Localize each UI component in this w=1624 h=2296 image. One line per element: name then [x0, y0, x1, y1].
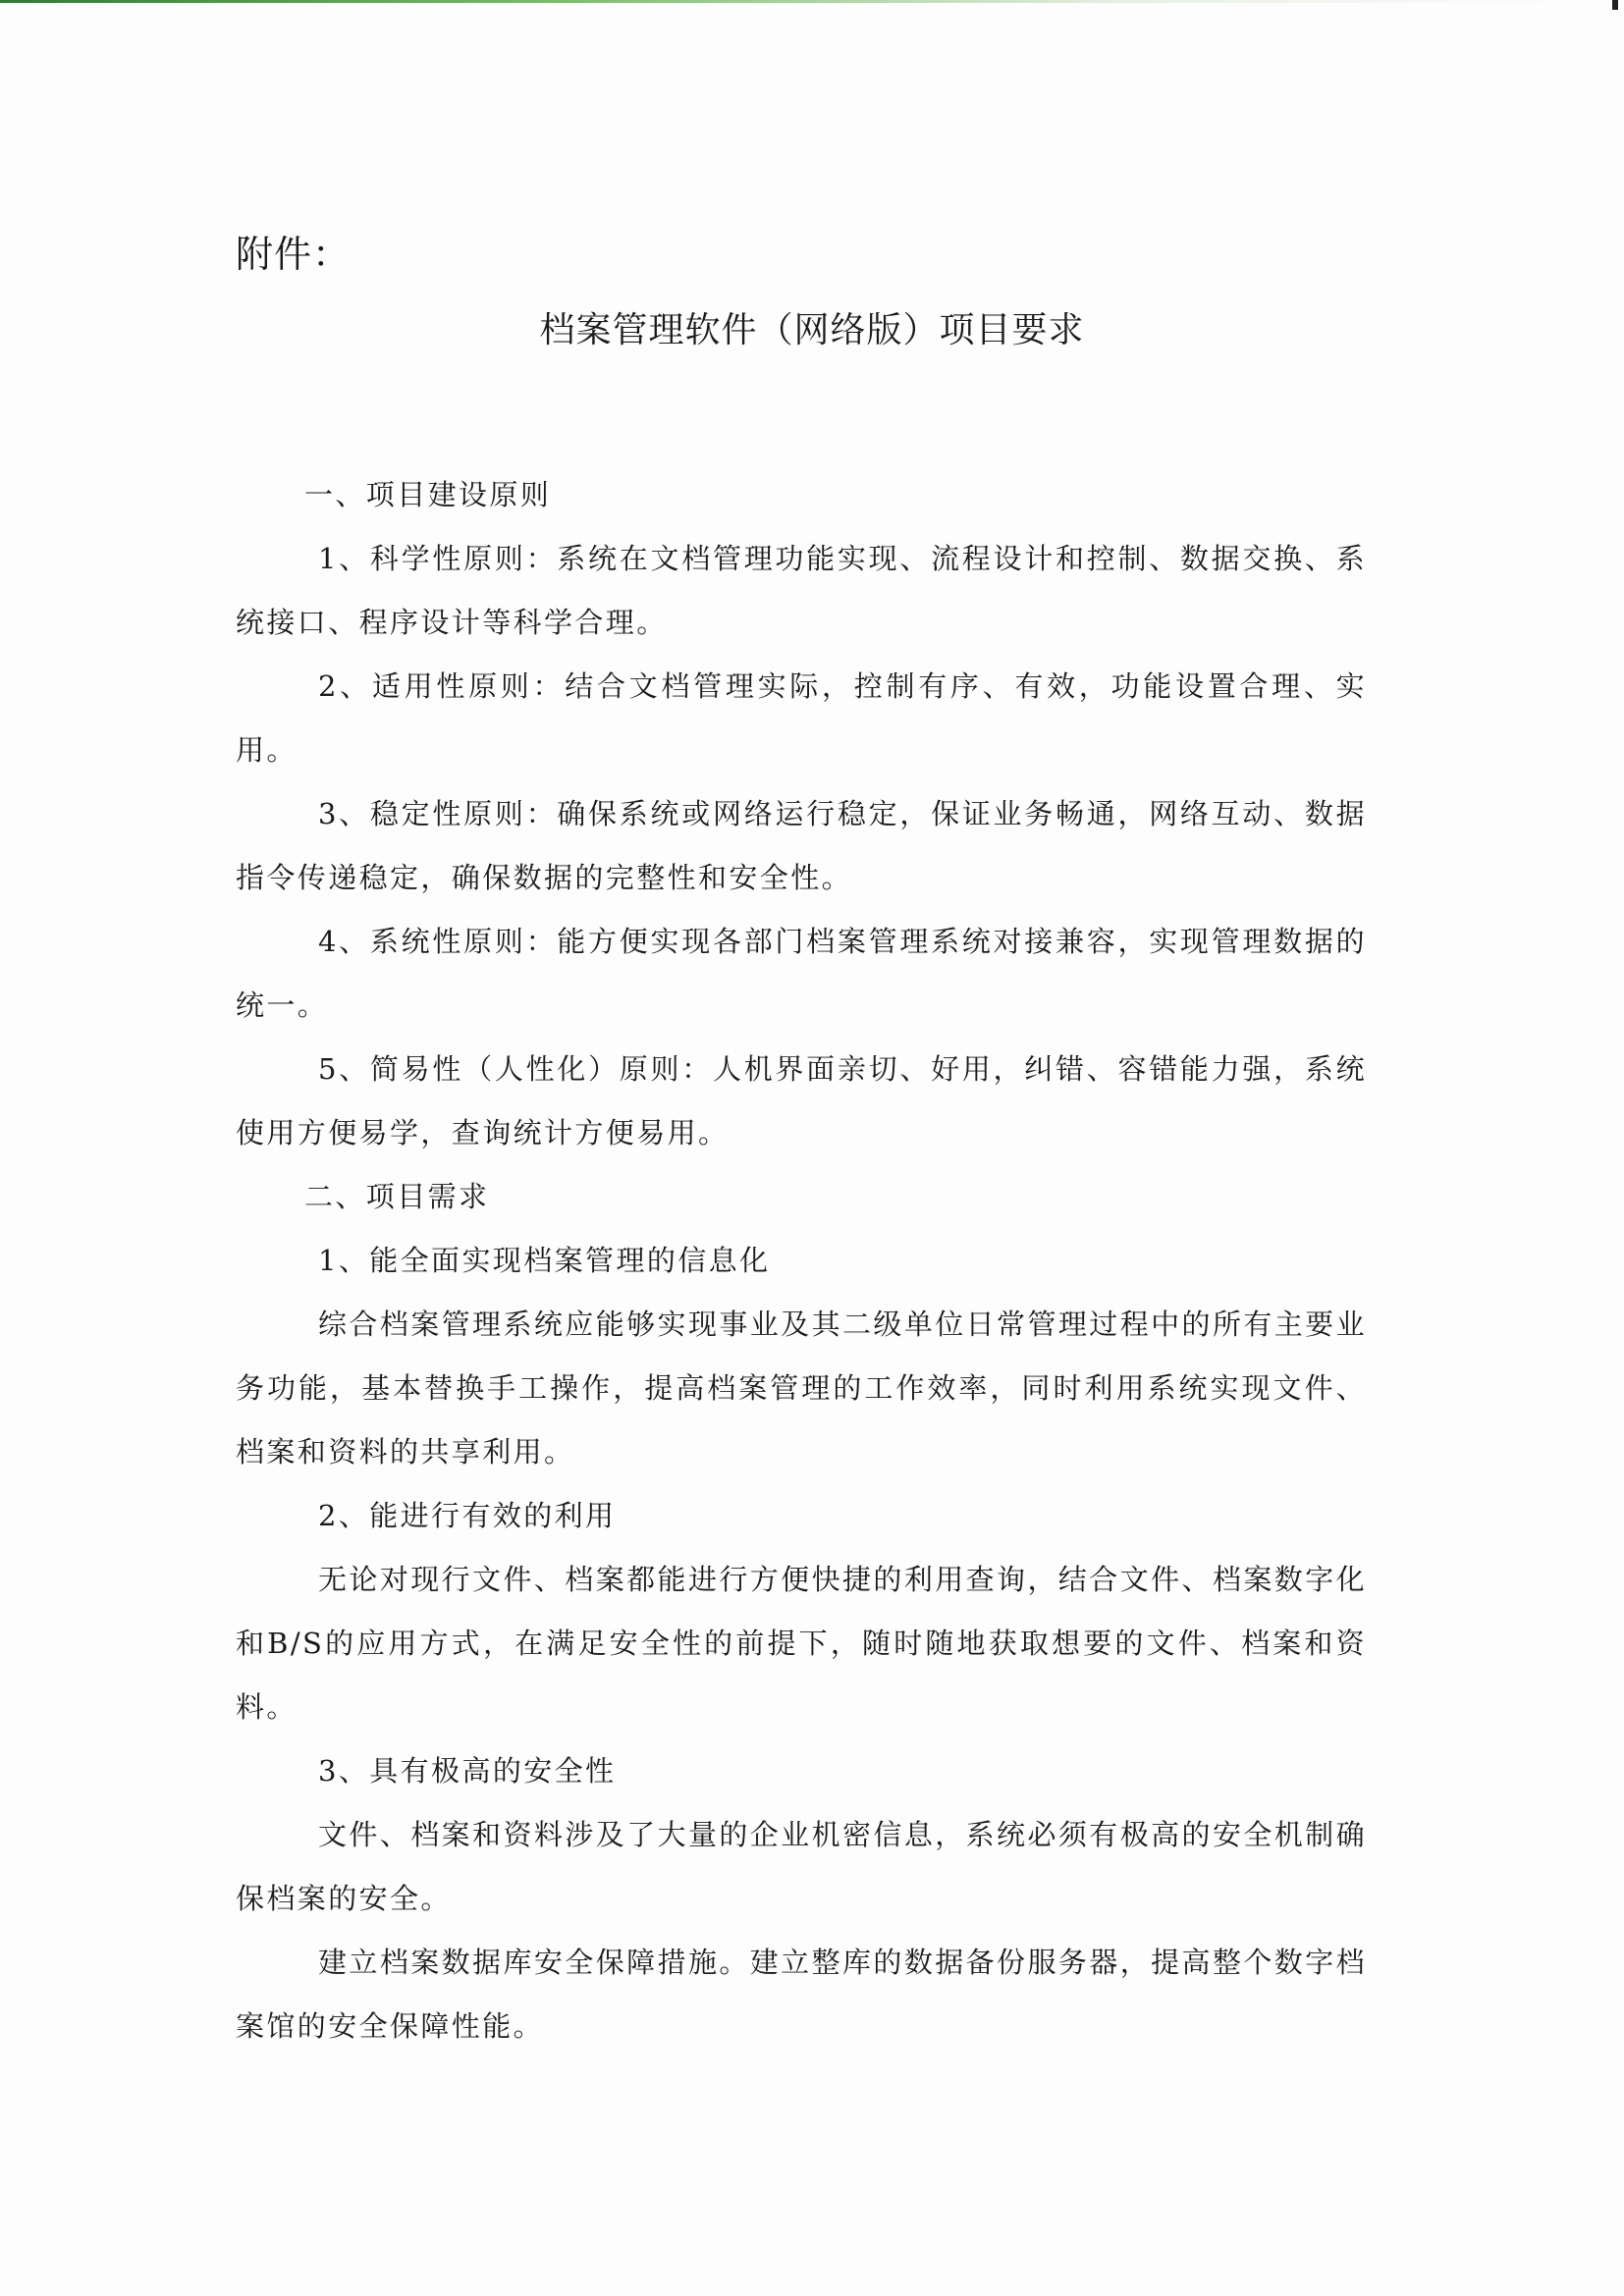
requirement-1-title: 1、能全面实现档案管理的信息化 — [318, 1244, 771, 1277]
document-body — [236, 463, 1367, 2058]
principle-stability: 3、稳定性原则：确保系统或网络运行稳定，保证业务畅通，网络互动、数据指令传递稳定，确保数据的完整性和安全性。 — [236, 797, 1367, 894]
requirement-3-text-1: 文件、档案和资料涉及了大量的企业机密信息，系统必须有极高的安全机制确保档案的安全。 — [236, 1818, 1367, 1915]
scan-edge-stripe — [0, 0, 1624, 3]
requirement-3-text-2: 建立档案数据库安全保障措施。建立整库的数据备份服务器，提高整个数字档案馆的安全保障性能。 — [236, 1946, 1367, 2043]
principle-scientific: 1、科学性原则：系统在文档管理功能实现、流程设计和控制、数据交换、系统接口、程序设计等科学合理。 — [236, 542, 1367, 639]
section-heading-requirements: 二、项目需求 — [304, 1180, 490, 1213]
requirement-2-text: 无论对现行文件、档案都能进行方便快捷的利用查询，结合文件、档案数字化和B/S的应用方式，在满足安全性的前提下，随时随地获取想要的文件、档案和资料。 — [236, 1563, 1367, 1724]
principle-applicability: 2、适用性原则：结合文档管理实际，控制有序、有效，功能设置合理、实用。 — [236, 669, 1367, 767]
section-heading-principles: 一、项目建设原则 — [304, 478, 552, 511]
principle-systematic: 4、系统性原则：能方便实现各部门档案管理系统对接兼容，实现管理数据的统一。 — [236, 925, 1367, 1022]
annex-label: 附件： — [236, 233, 352, 276]
requirement-3-title: 3、具有极高的安全性 — [318, 1754, 617, 1788]
principle-simplicity: 5、简易性（人性化）原则：人机界面亲切、好用，纠错、容错能力强，系统使用方便易学，查询统计方便易用。 — [236, 1052, 1367, 1149]
requirement-1-text: 综合档案管理系统应能够实现事业及其二级单位日常管理过程中的所有主要业务功能，基本替换手工操作，提高档案管理的工作效率，同时利用系统实现文件、档案和资料的共享利用。 — [236, 1308, 1367, 1468]
document-title: 档案管理软件（网络版）项目要求 — [539, 310, 1085, 350]
requirement-2-title: 2、能进行有效的利用 — [318, 1499, 617, 1532]
scan-corner-mark — [1612, 0, 1618, 10]
